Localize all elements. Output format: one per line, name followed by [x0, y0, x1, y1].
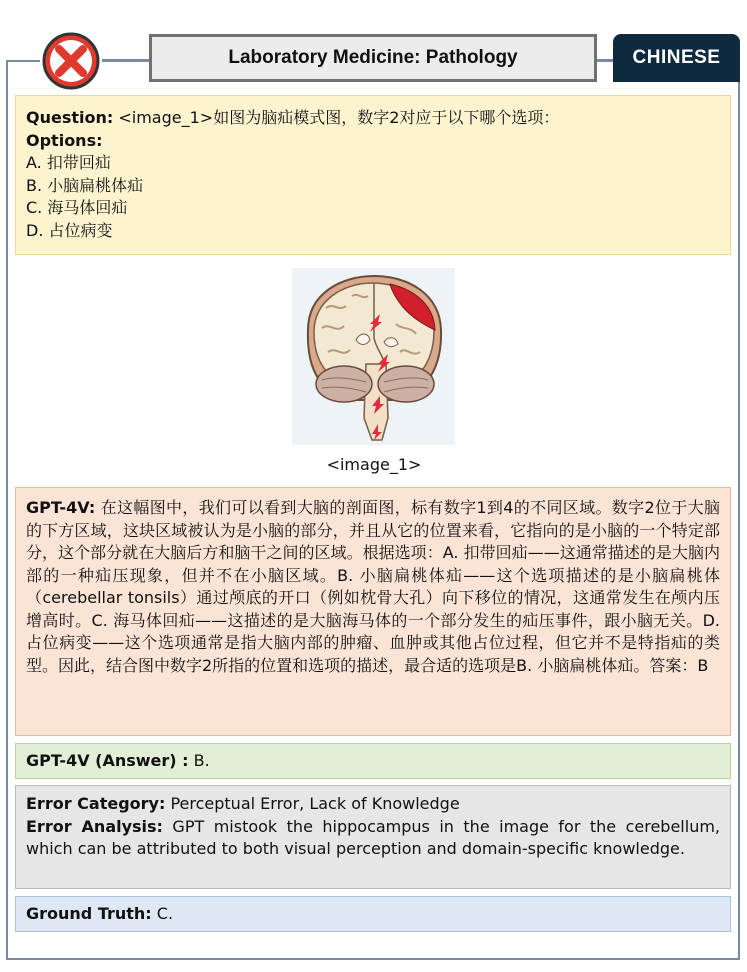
error-cross-icon	[40, 30, 102, 92]
question-label: Question:	[26, 108, 114, 127]
subject-title: Laboratory Medicine: Pathology	[149, 34, 597, 82]
gpt-answer-label: GPT-4V (Answer) :	[26, 750, 189, 770]
error-analysis-label: Error Analysis:	[26, 816, 163, 836]
option-a: A. 扣带回疝	[26, 153, 111, 172]
gpt-answer-box	[15, 743, 731, 779]
options-label: Options:	[26, 130, 103, 150]
gpt-response-box	[15, 487, 731, 736]
error-category-label: Error Category:	[26, 794, 166, 813]
brain-herniation-image	[292, 268, 455, 445]
gpt-answer-value: B.	[188, 750, 210, 770]
option-c: C. 海马体回疝	[26, 198, 128, 217]
header-connector-right	[597, 59, 614, 61]
ground-truth-value: C.	[151, 903, 174, 923]
gpt-response-text: 在这幅图中，我们可以看到大脑的剖面图，标有数字1到4的不同区域。数字2位于大脑的下方区域，这块区域被认为是小脑的部分，并且从它的位置来看，它指向的是小脑的一个特定部分，这个部分就在大脑后方和脑干之间的区域。根据选项：A. 扣带回疝——这通常描述的是大脑内部的一种疝压现象，但并不在小脑区域。B. 小脑扁桃体疝——这个选项描述的是小脑扁桃体（cerebellar tonsils）通过颅底的开口（例如枕骨大孔）向下移位的情况，这通常发生在颅内压增高时。C. 海马体回疝——这描述的是大脑海马体的一个部分发生的疝压事件，跟小脑无关。D. 占位病变——这个选项通常是指大脑内部的肿瘤、血肿或其他占位过程，但它并不是特指疝的类型。因此，结合图中数字2所指的位置和选项的描述，最合适的选项是B. 小脑扁桃体疝。答案：B	[26, 498, 720, 675]
option-b: B. 小脑扁桃体疝	[26, 175, 144, 195]
question-box	[15, 95, 731, 255]
ground-truth-label: Ground Truth:	[26, 903, 152, 923]
language-tag: CHINESE	[613, 34, 740, 82]
error-analysis-text: GPT mistook the hippocampus in the image for the cerebellum, which can be attributed to both visual perception and domain-specific knowledge.	[26, 816, 721, 858]
question-text: <image_1>如图为脑疝模式图，数字2对应于以下哪个选项：	[113, 108, 560, 127]
image-caption: <image_1>	[326, 455, 422, 474]
error-category-value: Perceptual Error, Lack of Knowledge	[165, 794, 460, 813]
gpt-response-label: GPT-4V:	[26, 498, 96, 517]
error-analysis-box	[15, 785, 731, 889]
header-connector-left	[102, 59, 150, 61]
option-d: D. 占位病变	[26, 220, 113, 240]
ground-truth-box	[15, 896, 731, 932]
